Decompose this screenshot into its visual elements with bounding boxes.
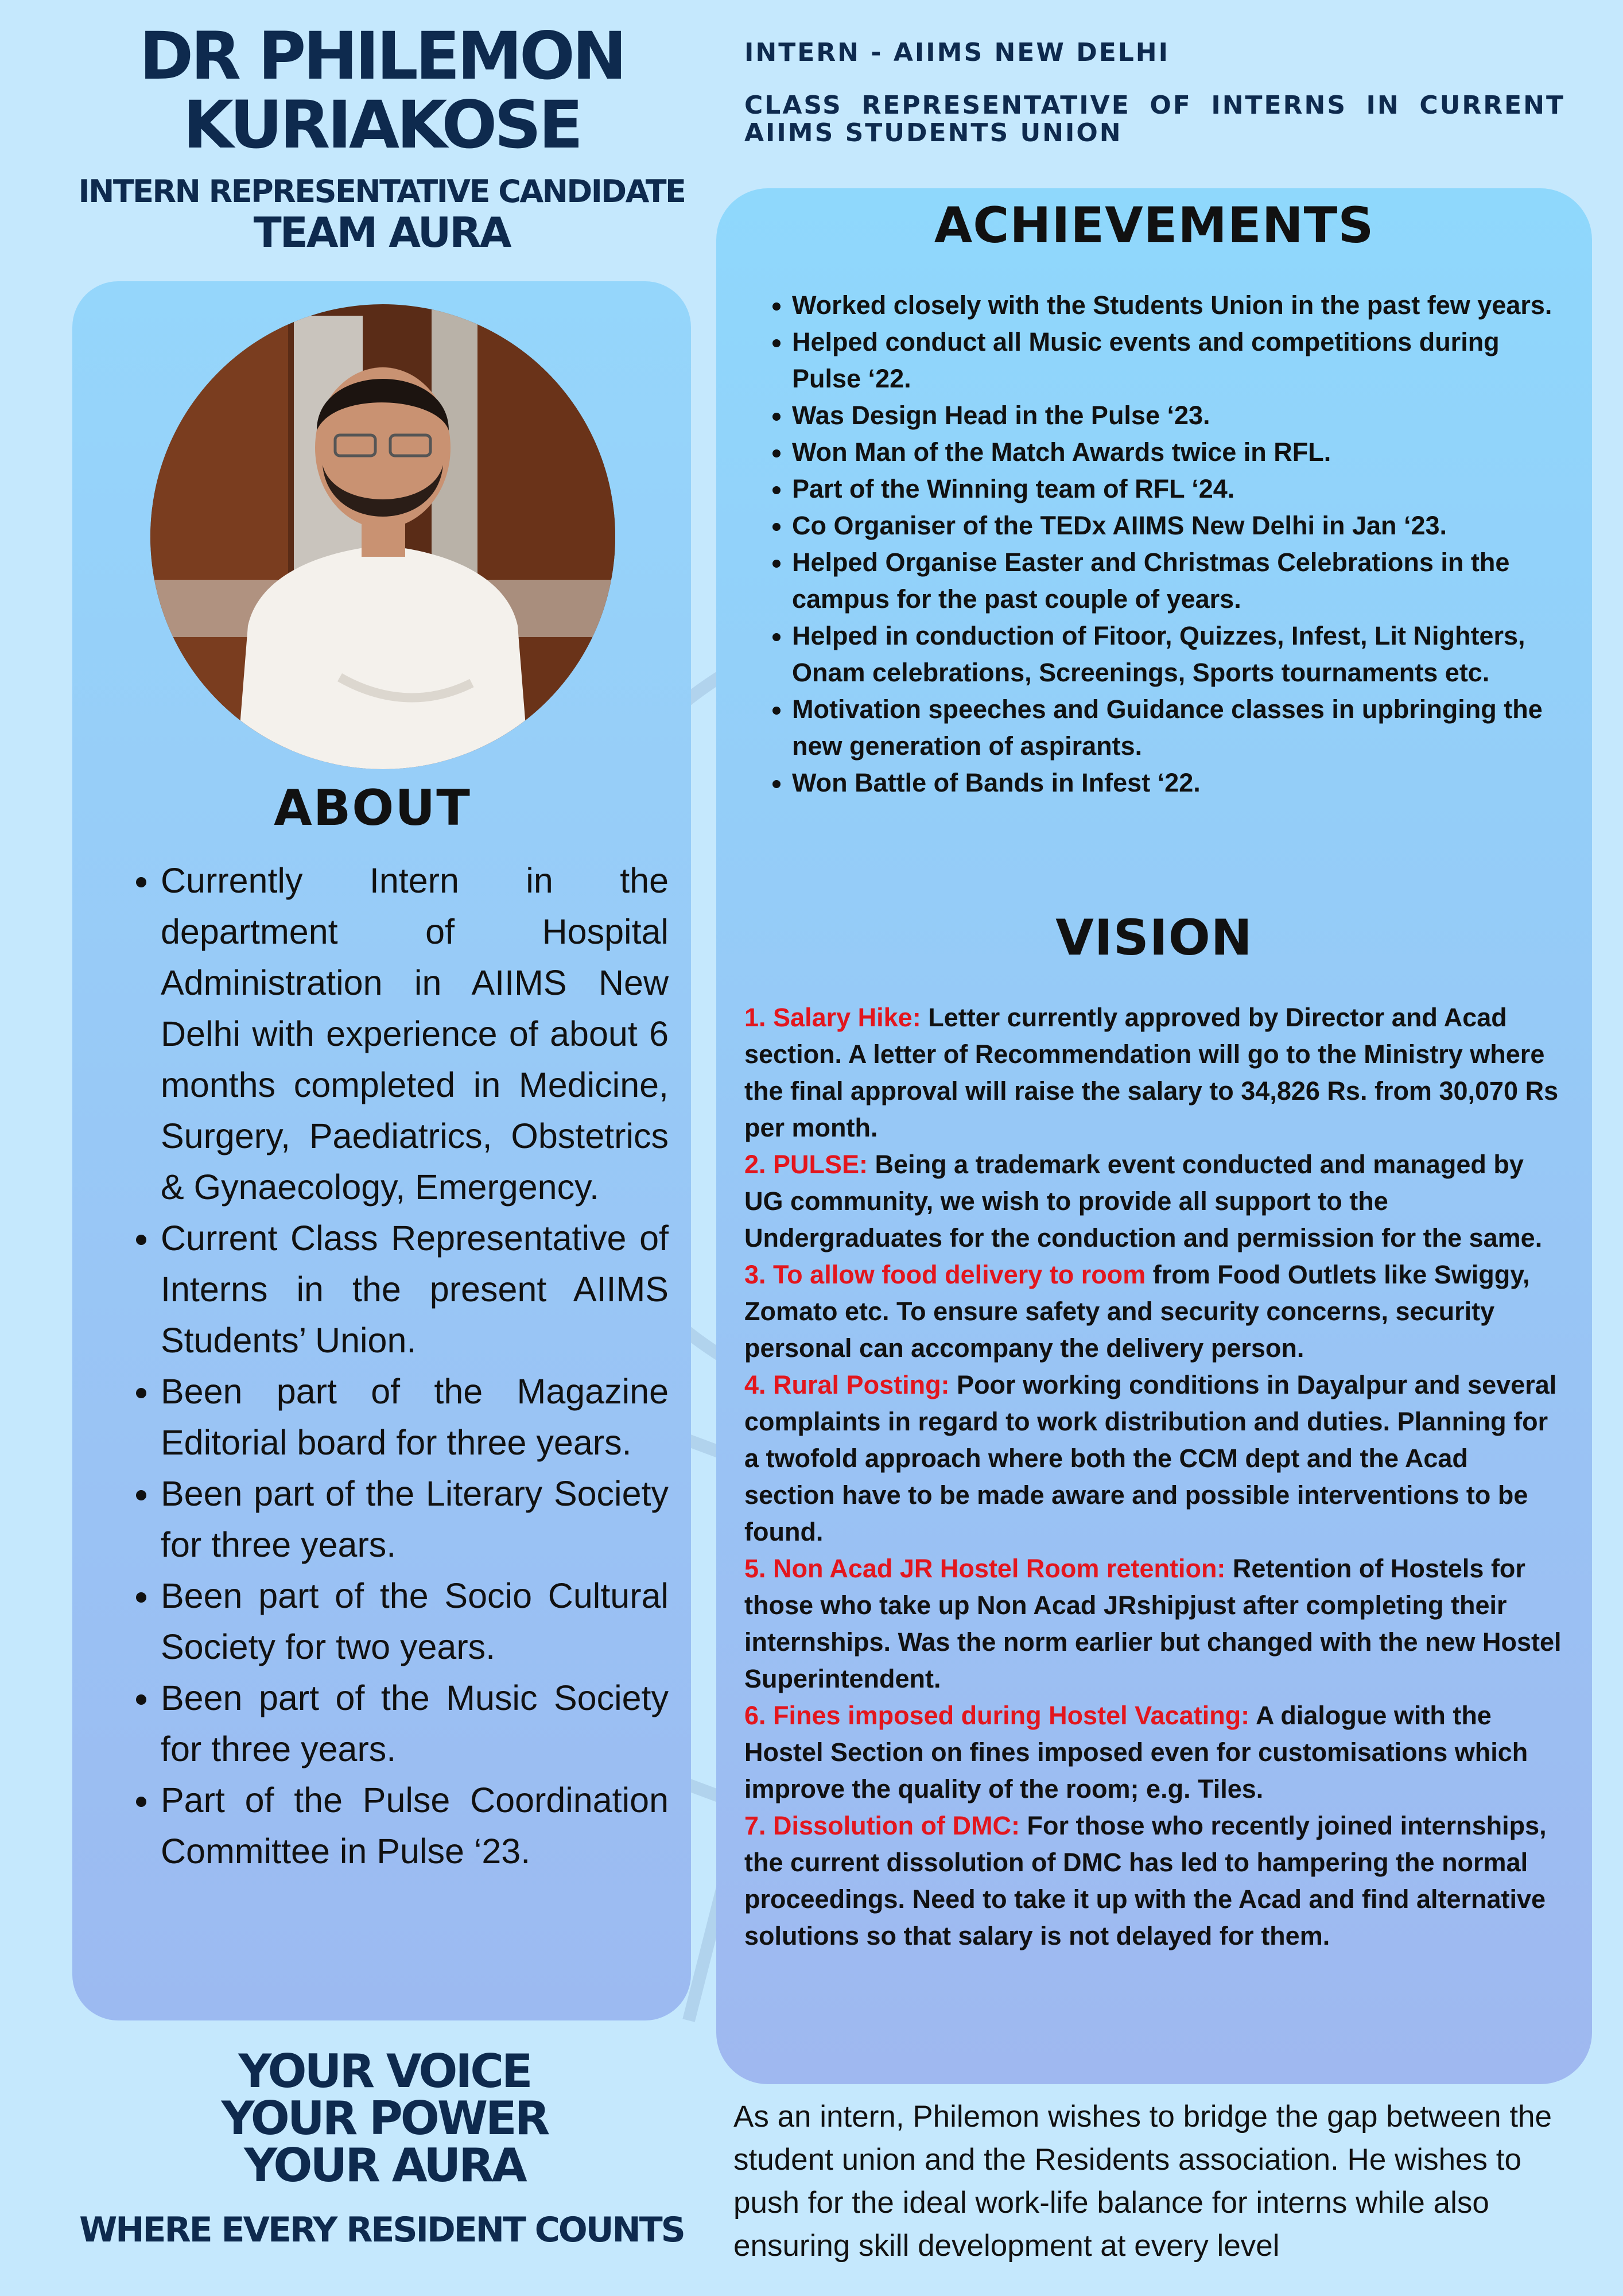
achievement-item: • Helped Organise Easter and Christmas Celebrations in the campus for the past couple of years.: [792, 544, 1564, 618]
vision-item-heading: 4. Rural Posting:: [744, 1370, 950, 1399]
role-intern: INTERN - AIIMS NEW DELHI: [744, 38, 1170, 67]
slogan-tagline: WHERE EVERY RESIDENT COUNTS: [79, 2210, 684, 2250]
about-item: • Been part of the Magazine Editorial board for three years.: [161, 1366, 669, 1468]
vision-item-heading: 6. Fines imposed during Hostel Vacating:: [744, 1701, 1250, 1730]
vision-item: [744, 1808, 1565, 1954]
slogan-line3: YOUR AURA: [244, 2139, 525, 2192]
candidate-name-line1: DR PHILEMON: [139, 18, 624, 94]
vision-item-text: Poor working conditions in Dayalpur and several complaints in regard to work distribution and duties. Planning for a twofold approach where both the CCM dept and the Acad section have to be made aware and possible interventions to be found.: [744, 1370, 1557, 1546]
vision-item-heading: 1. Salary Hike:: [744, 1003, 921, 1032]
vision-item-text: Being a trademark event conducted and managed by UG community, we wish to provide all support to the Undergraduates for the conduction and permission for the same.: [744, 1150, 1543, 1252]
achievement-item: • Won Man of the Match Awards twice in RFL.: [792, 434, 1564, 471]
about-item: • Been part of the Socio Cultural Society for two years.: [161, 1570, 669, 1673]
vision-item: [744, 1256, 1565, 1367]
slogan-line1: YOUR VOICE: [238, 2045, 531, 2098]
vision-item-text: A dialogue with the Hostel Section on fines imposed even for customisations which improve the quality of the room; e.g. Tiles.: [744, 1701, 1528, 1804]
achievements-heading: ACHIEVEMENTS: [934, 197, 1374, 254]
about-item: • Part of the Pulse Coordination Committee in Pulse ‘23.: [161, 1775, 669, 1877]
vision-item-text: For those who recently joined internships, the current dissolution of DMC has led to hampering the normal proceedings. Need to take it up with the Acad and find alternative solutions so that salary is not delayed for them.: [744, 1811, 1547, 1950]
about-item: • Been part of the Literary Society for three years.: [161, 1468, 669, 1570]
vision-item-heading: 7. Dissolution of DMC:: [744, 1811, 1020, 1840]
vision-heading: VISION: [1055, 909, 1253, 967]
role-class-representative: CLASS REPRESENTATIVE OF INTERNS IN CURRENT AIIMS STUDENTS UNION: [744, 91, 1565, 148]
vision-item: [744, 1550, 1565, 1697]
candidate-photo: [150, 304, 615, 769]
vision-list: [744, 999, 1565, 1954]
achievement-item: • Helped conduct all Music events and competitions during Pulse ‘22.: [792, 324, 1564, 397]
about-item: • Current Class Representative of Interns in the present AIIMS Students’ Union.: [161, 1213, 669, 1366]
vision-item: [744, 1146, 1565, 1256]
vision-item-heading: 5. Non Acad JR Hostel Room retention:: [744, 1554, 1226, 1583]
achievement-item: • Won Battle of Bands in Infest ‘22.: [792, 765, 1564, 801]
team-name: TEAM AURA: [253, 208, 510, 257]
candidate-name: [69, 18, 694, 163]
achievement-item: • Worked closely with the Students Union in the past few years.: [792, 287, 1564, 324]
vision-item-text: from Food Outlets like Swiggy, Zomato etc. To ensure safety and security concerns, security personal can accompany the delivery person.: [744, 1260, 1530, 1363]
about-item: • Currently Intern in the department of Hospital Administration in AIIMS New Delhi with experience of about 6 months completed in Medicine, Surgery, Paediatrics, Obstetrics & Gynaecology, Emergency.: [161, 855, 669, 1213]
vision-item: [744, 1367, 1565, 1550]
about-heading: ABOUT: [274, 779, 471, 837]
vision-item: [744, 1697, 1565, 1808]
achievement-item: • Co Organiser of the TEDx AIIMS New Delhi in Jan ‘23.: [792, 507, 1564, 544]
achievement-item: • Motivation speeches and Guidance classes in upbringing the new generation of aspirants.: [792, 691, 1564, 765]
closing-statement: As an intern, Philemon wishes to bridge the gap between the student union and the Residents association. He wishes to push for the ideal work-life balance for interns while also ensuring skill development at every level: [733, 2100, 1552, 2263]
achievement-item: • Part of the Winning team of RFL ‘24.: [792, 471, 1564, 507]
about-list: [161, 855, 669, 1877]
vision-item: [744, 999, 1565, 1146]
slogan: [75, 2045, 694, 2192]
candidate-position: INTERN REPRESENTATIVE CANDIDATE: [78, 173, 685, 210]
vision-item-heading: 2. PULSE:: [744, 1150, 868, 1179]
slogan-line2: YOUR POWER: [221, 2092, 548, 2145]
vision-item-text: Letter currently approved by Director and Acad section. A letter of Recommendation will go to the Ministry where the final approval will raise the salary to 34,826 Rs. from 30,070 Rs per month.: [744, 1003, 1559, 1142]
candidate-name-line2: KURIAKOSE: [183, 87, 581, 163]
achievement-item: • Helped in conduction of Fitoor, Quizzes, Infest, Lit Nighters, Onam celebrations, Screenings, Sports tournaments etc.: [792, 618, 1564, 691]
achievements-list: [792, 287, 1564, 801]
achievement-item: • Was Design Head in the Pulse ‘23.: [792, 397, 1564, 434]
vision-item-heading: 3. To allow food delivery to room: [744, 1260, 1146, 1289]
about-item: • Been part of the Music Society for three years.: [161, 1673, 669, 1775]
vision-item-text: Retention of Hostels for those who take up Non Acad JRshipjust after completing their internships. Was the norm earlier but changed with the new Hostel Superintendent.: [744, 1554, 1562, 1693]
